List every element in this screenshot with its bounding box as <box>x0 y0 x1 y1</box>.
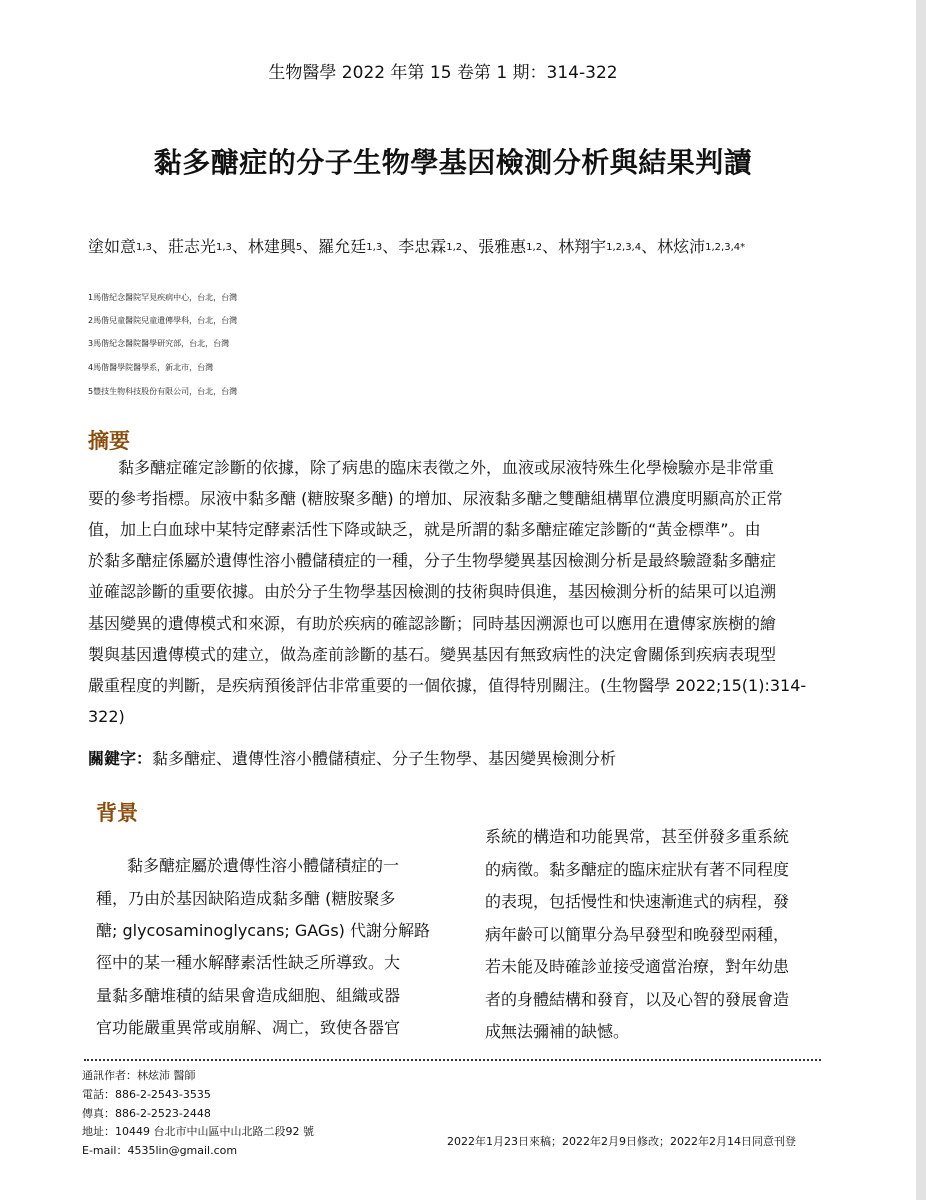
background-left-line: 官功能嚴重異常或崩解、凋亡，致使各器官 <box>96 1018 401 1037</box>
background-right-line: 的表現，包括慢性和快速漸進式的病程，發 <box>485 892 790 911</box>
author-affil: 1,2 <box>446 242 463 253</box>
footnote-divider <box>84 1059 821 1061</box>
abstract-line: 製與基因遺傳模式的建立，做為產前診斷的基石。變異基因有無致病性的決定會關係到疾病表現型 <box>88 645 777 664</box>
affiliation: 5豐技生物科技股份有限公司，台北，台灣 <box>88 387 238 396</box>
author-name: 張雅惠 <box>478 237 527 256</box>
author-affil: 5 <box>295 242 303 253</box>
abstract-heading: 摘要 <box>88 429 130 453</box>
background-right-line: 成無法彌補的缺憾。 <box>485 1022 630 1041</box>
correspondence-phone: 電話：886-2-2543-3535 <box>82 1088 211 1101</box>
affiliation: 3馬偕紀念醫院醫學研究部，台北，台灣 <box>88 339 230 348</box>
background-left-line: 徑中的某一種水解酵素活性缺乏所導致。大 <box>96 953 401 972</box>
correspondence-fax: 傳真：886-2-2523-2448 <box>82 1107 211 1120</box>
author-affil: 1,3 <box>136 242 152 253</box>
author-name: 塗如意 <box>88 237 137 256</box>
author-sep: 、 <box>462 237 479 256</box>
background-left-line: 種，乃由於基因缺陷造成黏多醣 (糖胺聚多 <box>96 889 396 908</box>
background-right-line: 病年齡可以簡單分為早發型和晚發型兩種， <box>485 925 790 944</box>
page-edge <box>916 0 926 1200</box>
author-name: 羅允廷 <box>318 237 367 256</box>
background-right-line: 的病徵。黏多醣症的臨床症狀有著不同程度 <box>485 860 790 879</box>
abstract-line: 黏多醣症確定診斷的依據，除了病患的臨床表徵之外，血液或尿液特殊生化學檢驗亦是非常重 <box>118 458 775 477</box>
abstract-line: 於黏多醣症係屬於遺傳性溶小體儲積症的一種，分子生物學變異基因檢測分析是最終驗證黏多醣症 <box>88 551 777 570</box>
affiliation: 4馬偕醫學院醫學系，新北市，台灣 <box>88 363 214 372</box>
author-sep: 、 <box>542 237 559 256</box>
background-heading: 背景 <box>96 801 138 825</box>
author-name: 林炫沛 <box>657 237 706 256</box>
author-sep: 、 <box>231 237 248 256</box>
author-name: 李忠霖 <box>398 237 447 256</box>
author-sep: 、 <box>382 237 399 256</box>
background-left-line: 醣; glycosaminoglycans; GAGs) 代謝分解路 <box>96 921 430 940</box>
keywords-text: 黏多醣症、遺傳性溶小體儲積症、分子生物學、基因變異檢測分析 <box>152 749 617 768</box>
background-left-line: 量黏多醣堆積的結果會造成細胞、組織或器 <box>96 986 401 1005</box>
keywords <box>88 746 616 769</box>
abstract-line: 嚴重程度的判斷，是疾病預後評估非常重要的一個依據，值得特別關注。(生物醫學 2022;15(1):314- <box>88 676 807 695</box>
author-affil: 1,3 <box>215 242 232 253</box>
background-right-line: 系統的構造和功能異常，甚至併發多重系統 <box>485 827 790 846</box>
author-list <box>88 234 745 257</box>
author-sep: 、 <box>641 237 658 256</box>
abstract-line: 值，加上白血球中某特定酵素活性下降或缺乏，就是所謂的黏多醣症確定診斷的“黃金標準”。由 <box>88 520 761 539</box>
abstract-line: 322) <box>88 707 125 726</box>
affiliation: 1馬偕紀念醫院罕見疾病中心，台北，台灣 <box>88 293 238 302</box>
submission-dates: 2022年1月23日來稿；2022年2月9日修改；2022年2月14日同意刊登 <box>447 1135 796 1148</box>
abstract-line: 基因變異的遺傳模式和來源，有助於疾病的確認診斷；同時基因溯源也可以應用在遺傳家族樹的繪 <box>88 614 777 633</box>
background-right-line: 若未能及時確診並接受適當治療，對年幼患 <box>485 957 790 976</box>
affiliation: 2馬偕兒童醫院兒童遺傳學科，台北，台灣 <box>88 316 238 325</box>
correspondence-email: E-mail：4535lin@gmail.com <box>82 1144 238 1157</box>
author-name: 林翔宇 <box>558 237 607 256</box>
background-right-line: 者的身體結構和發育，以及心智的發展會造 <box>485 990 790 1009</box>
author-affil: 1,3 <box>366 242 383 253</box>
author-name: 林建興 <box>247 237 296 256</box>
author-name: 莊志光 <box>167 237 216 256</box>
article-title: 黏多醣症的分子生物學基因檢測分析與結果判讀 <box>153 146 753 179</box>
abstract-line: 要的參考指標。尿液中黏多醣 (糖胺聚多醣) 的增加、尿液黏多醣之雙醣組構單位濃度明顯高於正常 <box>88 489 783 508</box>
correspondence-address: 地址：10449 台北市中山區中山北路二段92 號 <box>82 1125 314 1138</box>
author-sep: 、 <box>151 237 168 256</box>
keywords-label: 關鍵字： <box>88 749 153 768</box>
author-affil: 1,2,3,4* <box>705 242 746 253</box>
author-affil: 1,2 <box>526 242 543 253</box>
correspondence-author: 通訊作者：林炫沛 醫師 <box>82 1069 196 1082</box>
journal-header: 生物醫學 2022 年第 15 卷第 1 期：314-322 <box>268 63 618 83</box>
abstract-line: 並確認診斷的重要依據。由於分子生物學基因檢測的技術與時俱進，基因檢測分析的結果可以追溯 <box>88 582 777 601</box>
background-left-line: 黏多醣症屬於遺傳性溶小體儲積症的一 <box>127 856 400 875</box>
author-sep: 、 <box>302 237 319 256</box>
author-affil: 1,2,3,4 <box>606 242 642 253</box>
